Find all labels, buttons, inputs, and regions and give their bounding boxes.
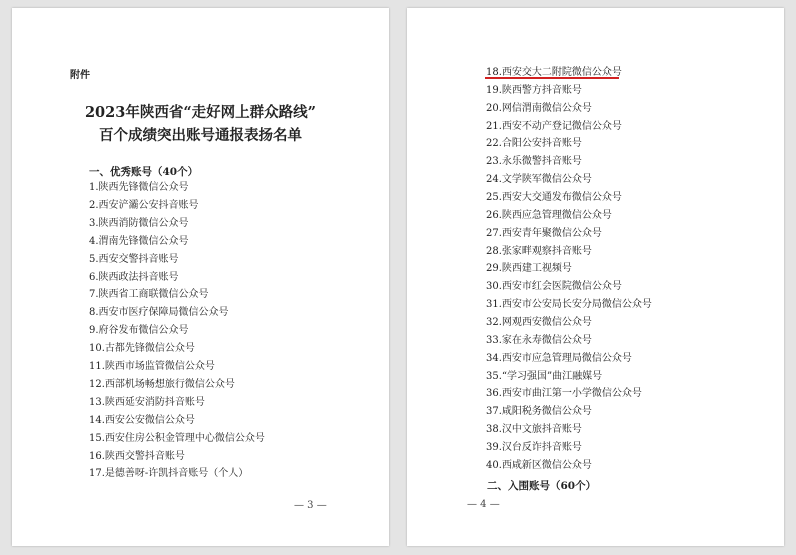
list-item: 32.网观西安微信公众号	[486, 317, 592, 329]
list-item: 28.张家畔观察抖音账号	[486, 245, 592, 257]
list-item: 16.陕西交警抖音账号	[89, 450, 185, 462]
list-item: 10.古都先锋微信公众号	[89, 343, 195, 355]
list-item: 3.陕西消防微信公众号	[89, 217, 189, 229]
list-item: 35.“学习强国”曲江融媒号	[486, 370, 603, 382]
list-item: 19.陕西警方抖音账号	[486, 84, 582, 96]
list-item: 24.文学陕军微信公众号	[486, 174, 592, 186]
list-item: 12.西部机场畅想旅行微信公众号	[89, 378, 235, 390]
list-item: 38.汉中文旅抖音账号	[486, 424, 582, 436]
list-item: 1.陕西先锋微信公众号	[89, 182, 189, 193]
list-item: 29.陕西建工视频号	[486, 263, 572, 275]
document-page-3	[12, 8, 389, 546]
list-item: 17.是德善呀-许凯抖音账号（个人）	[89, 468, 249, 480]
list-item: 5.西安交警抖音账号	[89, 253, 179, 265]
list-item: 18.西安交大二附院微信公众号	[486, 67, 622, 78]
document-page-4	[407, 8, 784, 546]
list-item: 30.西安市红会医院微信公众号	[486, 281, 622, 293]
list-item: 22.合阳公安抖音账号	[486, 138, 582, 150]
list-item: 6.陕西政法抖音账号	[89, 271, 179, 283]
document-title-line2: 百个成绩突出账号通报表扬名单	[99, 127, 302, 144]
list-item: 21.西安不动产登记微信公众号	[486, 120, 622, 132]
document-title-line1: 2023年陕西省“走好网上群众路线”	[84, 104, 317, 121]
list-item: 15.西安住房公积金管理中心微信公众号	[89, 432, 265, 444]
section-heading-shortlisted: 二、入围账号（60个）	[487, 480, 597, 492]
list-item: 13.陕西延安消防抖音账号	[89, 396, 205, 408]
list-item: 39.汉台反诈抖音账号	[486, 442, 582, 454]
list-item: 34.西安市应急管理局微信公众号	[486, 352, 632, 364]
list-item: 27.西安青年聚微信公众号	[486, 227, 602, 239]
section-heading-excellent: 一、优秀账号（40个）	[89, 166, 199, 178]
list-item: 9.府谷发布微信公众号	[89, 325, 189, 337]
list-item: 31.西安市公安局长安分局微信公众号	[486, 299, 652, 311]
list-item: 4.渭南先锋微信公众号	[89, 235, 189, 247]
list-item: 8.西安市医疗保障局微信公众号	[89, 307, 229, 319]
list-item: 7.陕西省工商联微信公众号	[89, 289, 209, 301]
list-item: 14.西安公安微信公众号	[89, 414, 195, 426]
list-item: 2.西安浐灞公安抖音账号	[89, 199, 199, 211]
list-item: 11.陕西市场监管微信公众号	[89, 361, 215, 372]
list-item: 25.西安大交通发布微信公众号	[486, 192, 622, 204]
list-item: 36.西安市曲江第一小学微信公众号	[486, 388, 642, 400]
page-number: — 3 —	[294, 500, 327, 511]
list-item: 26.陕西应急管理微信公众号	[486, 209, 612, 221]
list-item: 40.西咸新区微信公众号	[486, 459, 592, 471]
list-item: 20.网信渭南微信公众号	[486, 102, 592, 114]
list-item: 33.家在永寿微信公众号	[486, 334, 592, 346]
attachment-label: 附件	[70, 70, 90, 81]
list-item: 37.咸阳税务微信公众号	[486, 406, 592, 418]
list-item: 23.永乐微警抖音账号	[486, 156, 582, 168]
page-number: — 4 —	[467, 499, 500, 510]
